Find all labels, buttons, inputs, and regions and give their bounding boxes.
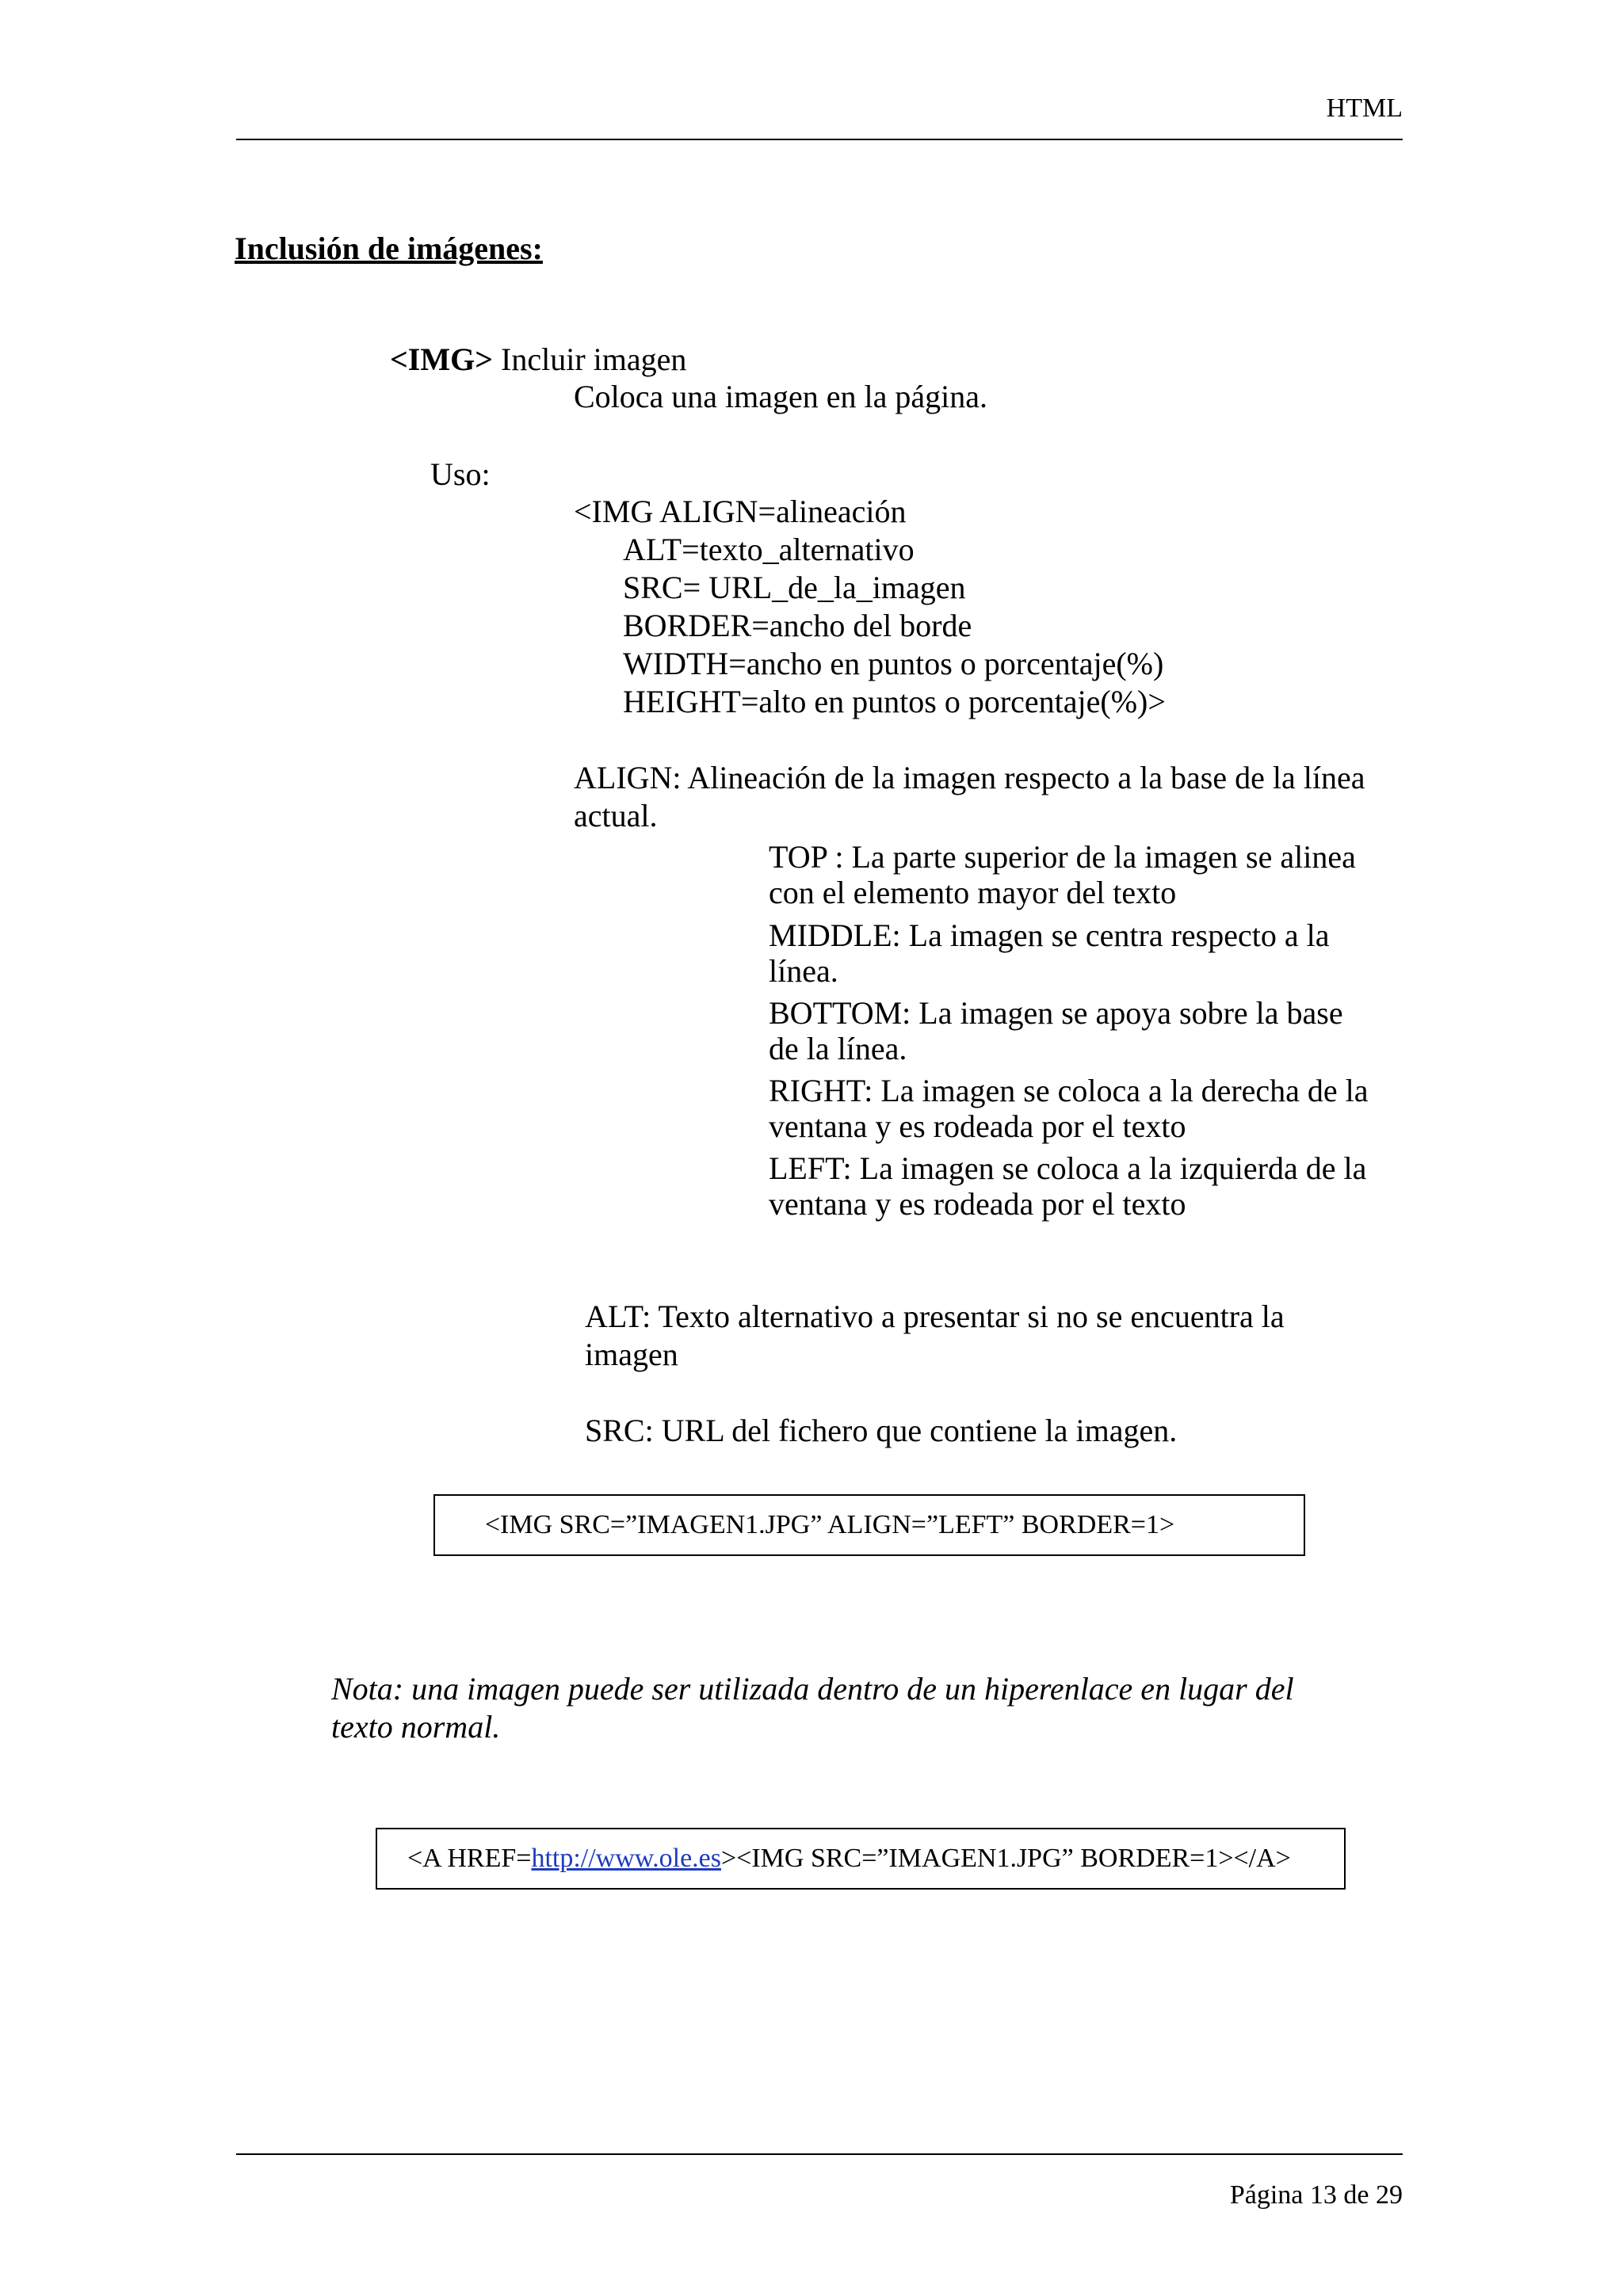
- syntax-line-5: HEIGHT=alto en puntos o porcentaje(%)>: [623, 684, 1166, 719]
- img-tag-description: Coloca una imagen en la página.: [574, 379, 988, 414]
- header-divider: [236, 139, 1403, 140]
- alt-description-line1: ALT: Texto alternativo a presentar si no se encuentra la: [585, 1299, 1285, 1334]
- align-option-top-line2: con el elemento mayor del texto: [769, 875, 1177, 910]
- syntax-line-4: WIDTH=ancho en puntos o porcentaje(%): [623, 646, 1164, 681]
- code-example-img: [433, 1494, 1305, 1556]
- align-option-middle-line2: línea.: [769, 953, 838, 989]
- note-line2: texto normal.: [331, 1709, 501, 1745]
- syntax-line-0: <IMG ALIGN=alineación: [574, 494, 907, 529]
- header-title: HTML: [1326, 93, 1403, 123]
- src-description: SRC: URL del fichero que contiene la imagen.: [585, 1413, 1178, 1448]
- code-example-link-prefix: <A HREF=: [407, 1844, 532, 1873]
- code-example-link-suffix: ><IMG SRC=”IMAGEN1.JPG” BORDER=1></A>: [720, 1844, 1291, 1873]
- align-option-top-line1: TOP : La parte superior de la imagen se alinea: [769, 839, 1356, 875]
- img-tag-name: Incluir imagen: [501, 341, 687, 377]
- note-line1: Nota: una imagen puede ser utilizada dentro de un hiperenlace en lugar del: [331, 1671, 1294, 1707]
- section-heading: Inclusión de imágenes:: [235, 231, 543, 266]
- code-example-link: [376, 1828, 1346, 1890]
- usage-label: Uso:: [430, 456, 491, 492]
- page-number: Página 13 de 29: [1229, 2180, 1403, 2210]
- alt-description-line2: imagen: [585, 1337, 678, 1372]
- align-option-bottom-line1: BOTTOM: La imagen se apoya sobre la base: [769, 995, 1343, 1031]
- img-tag-title: [390, 341, 686, 379]
- hyperlink-ole[interactable]: http://www.ole.es: [531, 1844, 721, 1873]
- syntax-line-3: BORDER=ancho del borde: [623, 608, 972, 643]
- syntax-line-2: SRC= URL_de_la_imagen: [623, 570, 966, 605]
- align-option-middle-line1: MIDDLE: La imagen se centra respecto a la: [769, 917, 1330, 953]
- align-option-right-line2: ventana y es rodeada por el texto: [769, 1108, 1186, 1144]
- code-example-link-text: [407, 1844, 1291, 1874]
- footer-divider: [236, 2153, 1403, 2155]
- align-option-left-line1: LEFT: La imagen se coloca a la izquierda de la: [769, 1150, 1367, 1186]
- align-option-right-line1: RIGHT: La imagen se coloca a la derecha de la: [769, 1073, 1369, 1108]
- align-option-left-line2: ventana y es rodeada por el texto: [769, 1186, 1186, 1222]
- align-description-line1: ALIGN: Alineación de la imagen respecto a la base de la línea: [574, 760, 1365, 795]
- align-option-bottom-line2: de la línea.: [769, 1031, 907, 1066]
- img-tag-code: <IMG>: [390, 341, 494, 377]
- code-example-img-text: <IMG SRC=”IMAGEN1.JPG” ALIGN=”LEFT” BORDER=1>: [484, 1510, 1175, 1539]
- syntax-line-1: ALT=texto_alternativo: [623, 532, 915, 567]
- align-description-line2: actual.: [574, 798, 658, 833]
